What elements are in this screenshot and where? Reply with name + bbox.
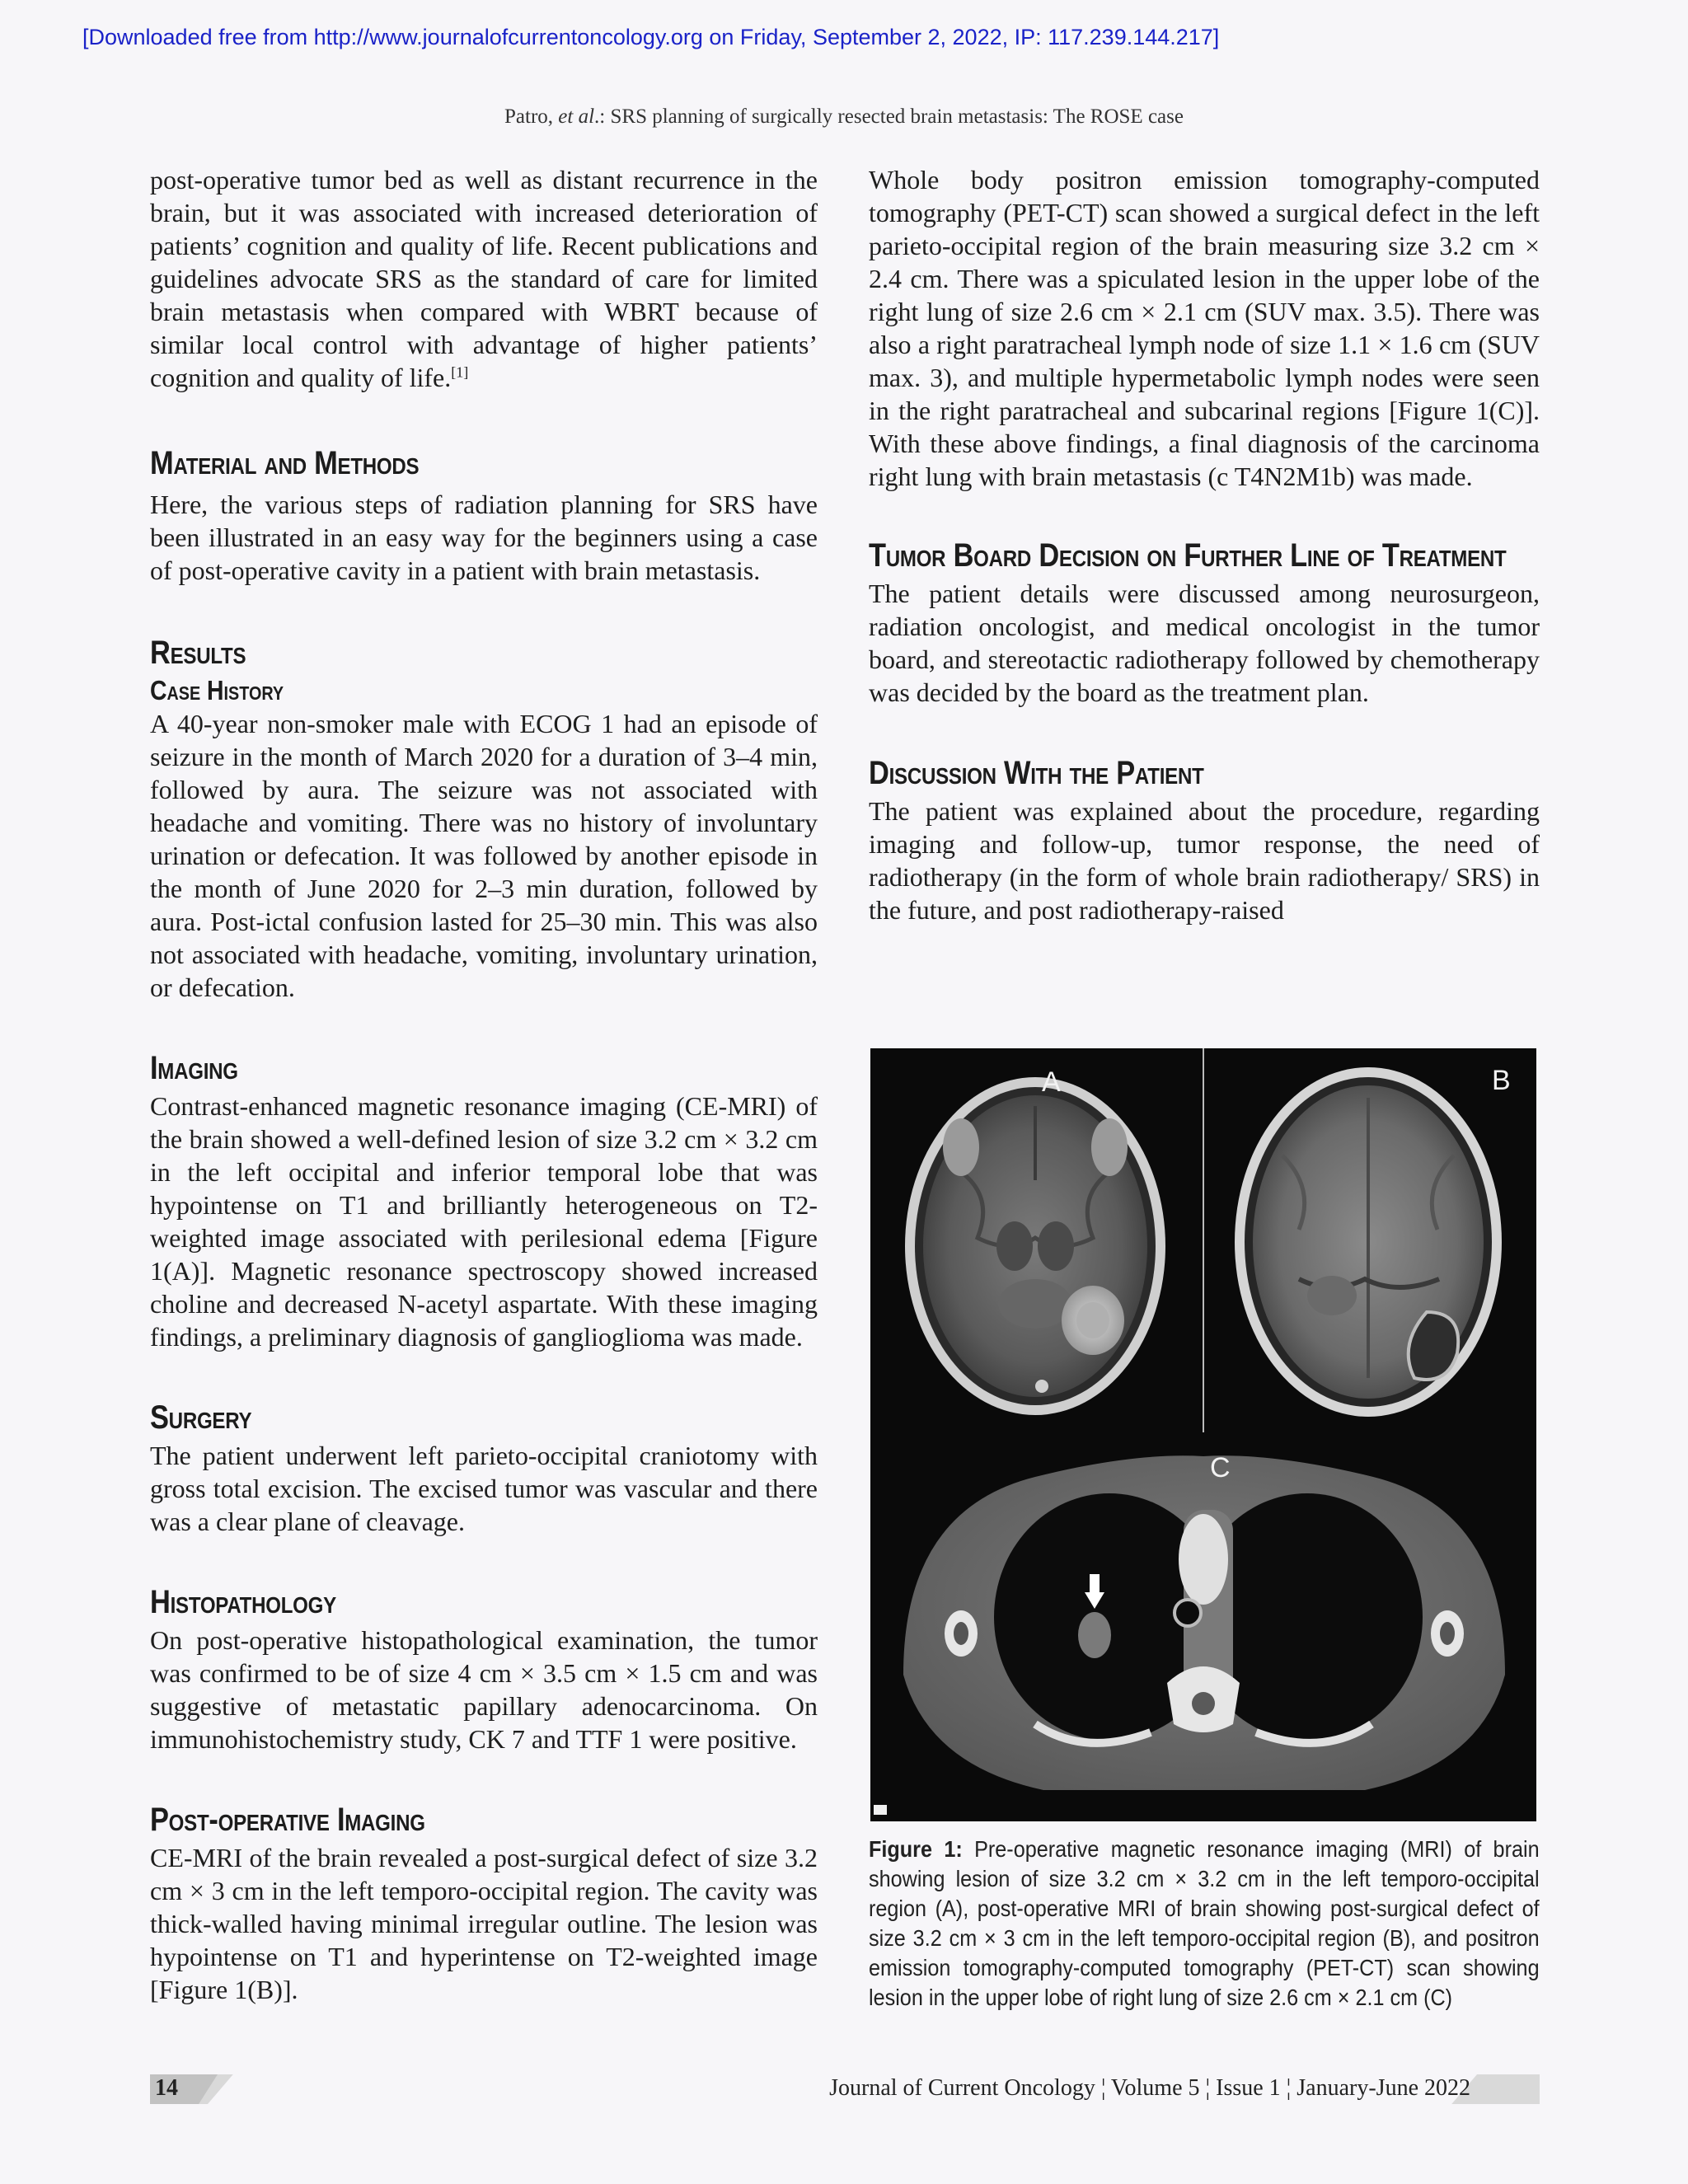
panel-b-mri	[1235, 1067, 1502, 1417]
section-heading-methods: Material and Methods	[150, 445, 420, 481]
intro-text: post-operative tumor bed as well as distant recurrence in the brain, but it was associated with increased deterioration of patients’ cognition and quality of life. Recent publications and guidelines advocate SRS as the standard of care for limited brain metastasis when compared with WBRT because of similar local control with advantage of higher patients’ cognition and quality of life.	[150, 165, 818, 392]
histopathology-paragraph: On post-operative histopathological examination, the tumor was confirmed to be of size 4 cm × 3.5 cm × 1.5 cm and was suggestive of metastatic papillary adenocarcinoma. On immunohistochemistry study, CK 7 and TTF 1 were positive.	[150, 1625, 818, 1754]
scan-illustration	[870, 1048, 1536, 1821]
section-heading-surgery: Surgery	[150, 1399, 252, 1436]
right-column	[869, 163, 1540, 926]
running-head-title: .: SRS planning of surgically resected brain metastasis: The ROSE case	[594, 105, 1184, 128]
section-heading-postop-imaging: Post-operative Imaging	[150, 1802, 425, 1838]
tumor-board-paragraph: The patient details were discussed among neurosurgeon, radiation oncologist, and medical oncologist in the tumor board, and stereotactic radiotherapy followed by chemotherapy was decided by the board as the treatment plan.	[869, 579, 1540, 707]
running-head	[0, 105, 1688, 129]
intro-paragraph	[150, 163, 818, 394]
imaging-paragraph: Contrast-enhanced magnetic resonance imaging (CE-MRI) of the brain showed a well-defined lesion of size 3.2 cm × 3.2 cm in the left occipital and inferior temporal lobe that was hypointense on T1 and brilliantly heterogeneous on T2-weighted image associated with perilesional edema [Figure 1(A)]. Magnetic resonance spectroscopy showed increased choline and decreased N-acetyl aspartate. With these imaging findings, a preliminary diagnosis of ganglioglioma was made.	[150, 1091, 818, 1352]
case-history-paragraph: A 40-year non-smoker male with ECOG 1 had an episode of seizure in the month of March 2020 for a duration of 3–4 min, followed by aura. The seizure was not associated with headache and vomiting. There was no history of involuntary urination or defecation. It was followed by another episode in the month of June 2020 for 2–3 min duration, followed by aura. Post-ictal confusion lasted for 25–30 min. This was also not associated with headache, vomiting, involuntary urination, or defecation.	[150, 709, 818, 1002]
panel-c-ct	[903, 1455, 1505, 1790]
left-column	[150, 163, 818, 2006]
section-heading-discussion: Discussion With the Patient	[869, 755, 1204, 791]
page-number: 14	[155, 2075, 178, 2101]
surgery-paragraph: The patient underwent left parieto-occipital craniotomy with gross total excision. The excised tumor was vascular and there was a clear plane of cleavage.	[150, 1441, 818, 1536]
panel-label-a: A	[1042, 1066, 1061, 1098]
running-head-etal: et al	[558, 105, 595, 128]
scale-marker	[874, 1805, 887, 1815]
section-heading-histopathology: Histopathology	[150, 1584, 336, 1620]
discussion-paragraph: The patient was explained about the procedure, regarding imaging and follow-up, tumor response, the need of radiotherapy (in the form of whole brain radiotherapy/ SRS) in the future, and post radiotherapy-raised	[869, 796, 1540, 925]
lung-lesion-marker	[1078, 1612, 1111, 1658]
figure-caption	[869, 1835, 1540, 2013]
caption-text: Pre-operative magnetic resonance imaging (MRI) of brain showing lesion of size 3.2 cm × 3.2 cm in the left temporo-occipital region (A), post-operative MRI of brain showing post-surgical defect of size 3.2 cm × 3 cm in the left temporo-occipital region (B), and positron emission tomography-computed tomography (PET-CT) scan showing lesion in the upper lobe of right lung of size 2.6 cm × 2.1 cm (C)	[869, 1836, 1540, 2010]
section-heading-results: Results	[150, 635, 246, 671]
caption-label: Figure 1:	[869, 1836, 963, 1862]
journal-footer: Journal of Current Oncology ¦ Volume 5 ¦ Issue 1 ¦ January-June 2022	[829, 2075, 1470, 2101]
section-heading-imaging: Imaging	[150, 1050, 238, 1086]
postop-imaging-paragraph: CE-MRI of the brain revealed a post-surgical defect of size 3.2 cm × 3 cm in the left temporo-occipital region. The cavity was thick-walled having minimal irregular outline. The lesion was hypointense on T1 and hyperintense on T2-weighted image [Figure 1(B)].	[150, 1843, 818, 2004]
panel-label-c: C	[1210, 1452, 1231, 1483]
download-note: [Downloaded free from http://www.journalofcurrentoncology.org on Friday, September 2, 2022, IP: 117.239.144.217]	[82, 25, 1220, 49]
panel-a-mri	[905, 1077, 1165, 1415]
petct-paragraph: Whole body positron emission tomography-computed tomography (PET-CT) scan showed a surgical defect in the left parieto-occipital region of the brain measuring size 3.2 cm × 2.4 cm. There was a spiculated lesion in the upper lobe of the right lung of size 2.6 cm × 2.1 cm (SUV max. 3.5). There was also a right paratracheal lymph node of size 1.1 × 1.6 cm (SUV max. 3), and multiple hypermetabolic lymph nodes were seen in the right paratracheal and subcarinal regions [Figure 1(C)]. With these above findings, a final diagnosis of the carcinoma right lung with brain metastasis (c T4N2M1b) was made.	[869, 165, 1540, 491]
methods-paragraph: Here, the various steps of radiation planning for SRS have been illustrated in an easy way for the beginners using a case of post-operative cavity in a patient with brain metastasis.	[150, 490, 818, 585]
subheading-case-history: Case History	[150, 675, 284, 705]
running-head-authors: Patro,	[504, 105, 559, 128]
citation-ref: [1]	[451, 363, 469, 381]
panel-label-b: B	[1492, 1065, 1511, 1096]
section-heading-tumor-board: Tumor Board Decision on Further Line of Treatment	[869, 537, 1507, 574]
figure-1-image	[870, 1048, 1536, 1821]
